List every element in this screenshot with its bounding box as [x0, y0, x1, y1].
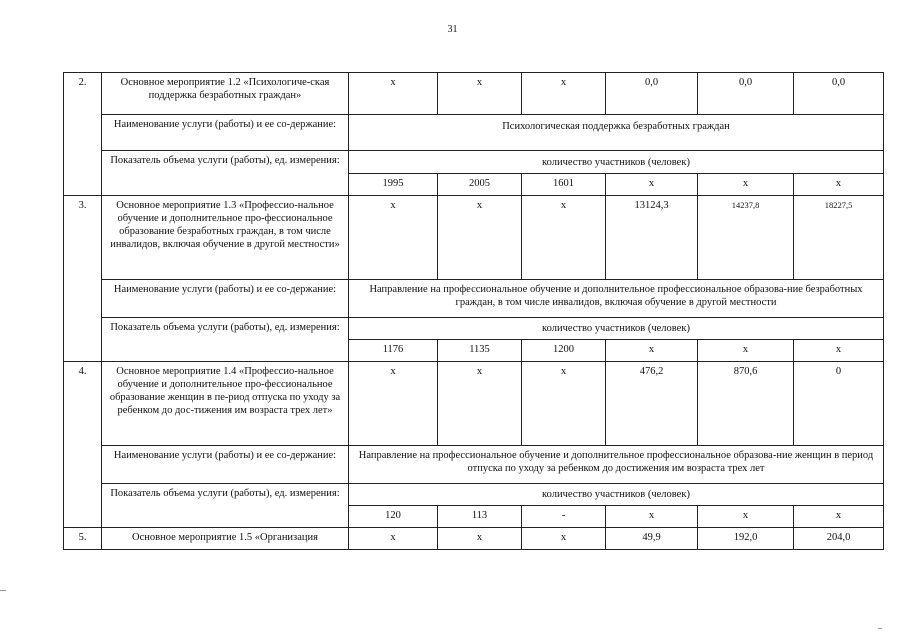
indicator-value: х — [698, 174, 794, 196]
service-content: Направление на профессиональное обучение и дополнительное профессиональное образова-ние женщин в период отпуска по уходу за ребенком до достижения им возраста трех лет — [349, 446, 884, 484]
activities-table — [63, 72, 884, 550]
service-row — [64, 446, 884, 484]
activity-row — [64, 73, 884, 115]
indicator-label: Показатель объема услуги (работы), ед. измерения: — [102, 484, 349, 528]
value-cell: х — [349, 362, 438, 446]
indicator-unit: количество участников (человек) — [349, 151, 884, 174]
value-cell: х — [438, 362, 522, 446]
value-cell: х — [438, 73, 522, 115]
service-row — [64, 115, 884, 151]
activity-name: Основное мероприятие 1.2 «Психологиче-ская поддержка безработных граждан» — [102, 73, 349, 115]
indicator-value: х — [606, 340, 698, 362]
service-label: Наименование услуги (работы) и ее со-держание: — [102, 280, 349, 318]
value-cell: 870,6 — [698, 362, 794, 446]
indicator-value: 2005 — [438, 174, 522, 196]
value-cell: х — [438, 528, 522, 550]
indicator-value: 1601 — [522, 174, 606, 196]
row-number: 2. — [64, 73, 102, 196]
indicator-value: 1176 — [349, 340, 438, 362]
indicator-row — [64, 484, 884, 506]
value-cell: х — [438, 196, 522, 280]
value-cell: х — [349, 73, 438, 115]
indicator-value: х — [698, 340, 794, 362]
indicator-label: Показатель объема услуги (работы), ед. измерения: — [102, 151, 349, 196]
service-label: Наименование услуги (работы) и ее со-держание: — [102, 446, 349, 484]
indicator-value: 120 — [349, 506, 438, 528]
value-cell: 13124,3 — [606, 196, 698, 280]
value-cell: х — [522, 528, 606, 550]
indicator-value: 1200 — [522, 340, 606, 362]
page-number: 31 — [447, 24, 458, 35]
indicator-value: х — [794, 340, 884, 362]
value-cell: 14237,8 — [698, 196, 794, 280]
value-cell: х — [522, 73, 606, 115]
value-cell: 0,0 — [794, 73, 884, 115]
indicator-value: х — [794, 174, 884, 196]
indicator-value: х — [606, 174, 698, 196]
row-number: 5. — [64, 528, 102, 550]
indicator-value: - — [522, 506, 606, 528]
row-number: 3. — [64, 196, 102, 362]
indicator-label: Показатель объема услуги (работы), ед. измерения: — [102, 318, 349, 362]
indicator-unit: количество участников (человек) — [349, 318, 884, 340]
service-label: Наименование услуги (работы) и ее со-держание: — [102, 115, 349, 151]
value-cell: 0,0 — [606, 73, 698, 115]
value-cell: х — [522, 196, 606, 280]
indicator-row — [64, 151, 884, 174]
indicator-value: 1135 — [438, 340, 522, 362]
service-content: Психологическая поддержка безработных граждан — [349, 115, 884, 151]
value-cell: 0 — [794, 362, 884, 446]
value-cell: 18227,5 — [794, 196, 884, 280]
service-row — [64, 280, 884, 318]
indicator-value: х — [698, 506, 794, 528]
activity-name: Основное мероприятие 1.4 «Профессио-нальное обучение и дополнительное про-фессиональное образование женщин в пе-риод отпуска по уходу за ребенком до дос-тижения им возраста трех лет» — [102, 362, 349, 446]
value-cell: 476,2 — [606, 362, 698, 446]
value-cell: 204,0 — [794, 528, 884, 550]
value-cell: 49,9 — [606, 528, 698, 550]
scan-artifact — [0, 590, 6, 591]
value-cell: х — [522, 362, 606, 446]
row-number: 4. — [64, 362, 102, 528]
value-cell: х — [349, 196, 438, 280]
indicator-row — [64, 318, 884, 340]
activity-row — [64, 528, 884, 550]
activity-name: Основное мероприятие 1.3 «Профессио-нальное обучение и дополнительное про-фессиональное образование безработных граждан, в том числе инвалидов, включая обучение в другой местности» — [102, 196, 349, 280]
value-cell: х — [349, 528, 438, 550]
indicator-value: 113 — [438, 506, 522, 528]
service-content: Направление на профессиональное обучение и дополнительное профессиональное образова-ние безработных граждан, в том числе инвалидов, включая обучение в другой местности — [349, 280, 884, 318]
value-cell: 0,0 — [698, 73, 794, 115]
indicator-value: х — [606, 506, 698, 528]
activity-row — [64, 196, 884, 280]
indicator-value: 1995 — [349, 174, 438, 196]
indicator-value: х — [794, 506, 884, 528]
activity-name: Основное мероприятие 1.5 «Организация — [102, 528, 349, 550]
value-cell: 192,0 — [698, 528, 794, 550]
indicator-unit: количество участников (человек) — [349, 484, 884, 506]
activity-row — [64, 362, 884, 446]
scan-artifact — [878, 628, 882, 629]
